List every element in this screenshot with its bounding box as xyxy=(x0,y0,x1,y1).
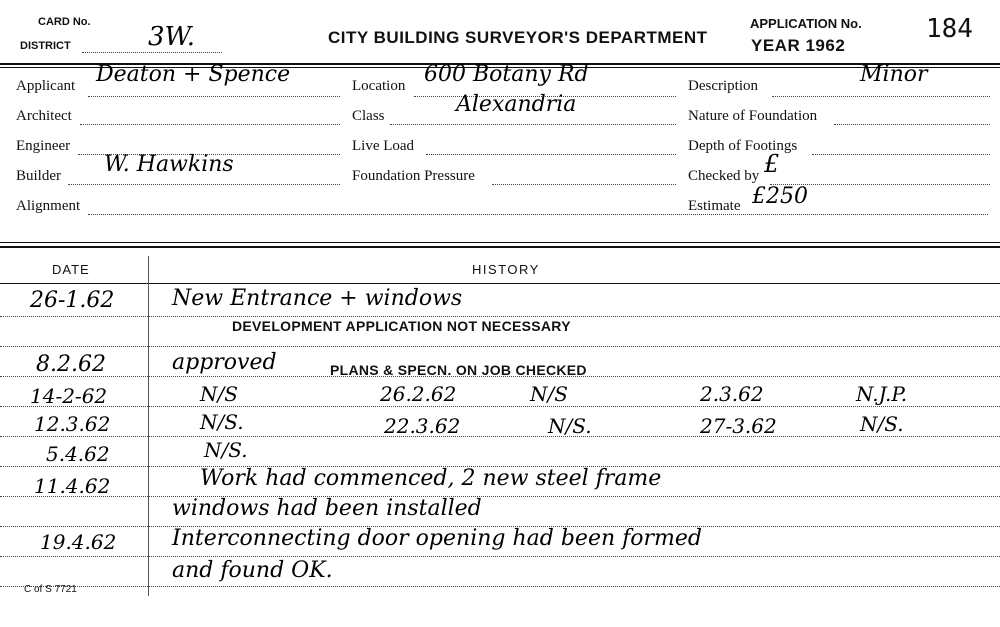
description-line xyxy=(772,96,990,97)
district-label: DISTRICT xyxy=(20,40,71,52)
class-label: Class xyxy=(352,108,385,124)
builder-value: W. Hawkins xyxy=(104,152,234,177)
date-column-header: DATE xyxy=(52,262,90,277)
history-date: 8.2.62 xyxy=(36,352,106,377)
date-column-separator xyxy=(148,256,149,596)
table-rule-top xyxy=(0,242,1000,243)
foundation-pressure-line xyxy=(492,184,676,185)
history-entry: Interconnecting door opening had been formed xyxy=(172,526,702,551)
application-no: 184 xyxy=(926,14,973,44)
row-line xyxy=(0,436,1000,437)
history-entry: 27-3.62 xyxy=(700,414,777,438)
estimate-value: £250 xyxy=(752,184,808,209)
history-entry: N/S. xyxy=(200,410,244,434)
history-entry: Work had commenced, 2 new steel frame xyxy=(200,466,662,491)
year-label: YEAR 1962 xyxy=(751,36,846,55)
depth-of-footings-label: Depth of Footings xyxy=(688,138,798,154)
row-line xyxy=(0,556,1000,557)
alignment-label: Alignment xyxy=(16,198,81,214)
table-header-rule xyxy=(0,283,1000,284)
depth-of-footings-line xyxy=(812,154,990,155)
history-entry: N.J.P. xyxy=(856,382,908,406)
history-date: 19.4.62 xyxy=(40,530,117,554)
architect-label: Architect xyxy=(16,108,72,124)
history-date: 14-2-62 xyxy=(30,384,108,408)
row-line xyxy=(0,346,1000,347)
district-line xyxy=(82,52,222,53)
district-value: 3W. xyxy=(148,22,195,52)
form-number: C of S 7721 xyxy=(24,584,77,595)
alignment-line xyxy=(88,214,988,215)
builder-label: Builder xyxy=(16,168,61,184)
history-date: 12.3.62 xyxy=(34,412,111,436)
description-value: Minor xyxy=(860,62,928,87)
class-value: Alexandria xyxy=(456,92,577,117)
history-entry: approved xyxy=(172,350,277,375)
history-stamp: PLANS & SPECN. ON JOB CHECKED xyxy=(330,362,587,378)
live-load-line xyxy=(426,154,676,155)
history-entry: N/S. xyxy=(548,414,592,438)
history-entry: N/S. xyxy=(860,412,904,436)
row-line xyxy=(0,586,1000,587)
applicant-label: Applicant xyxy=(16,78,76,94)
architect-line xyxy=(80,124,340,125)
history-entry: N/S. xyxy=(204,438,248,462)
engineer-label: Engineer xyxy=(16,138,71,154)
nature-of-foundation-label: Nature of Foundation xyxy=(688,108,818,124)
history-entry: 2.3.62 xyxy=(700,382,764,406)
description-label: Description xyxy=(688,78,758,94)
row-line xyxy=(0,406,1000,407)
applicant-value: Deaton + Spence xyxy=(96,62,291,87)
estimate-label: Estimate xyxy=(688,198,741,214)
history-entry: N/S xyxy=(530,382,568,406)
foundation-pressure-label: Foundation Pressure xyxy=(352,168,475,184)
history-entry: windows had been installed xyxy=(172,496,482,521)
history-entry: New Entrance + windows xyxy=(172,286,463,311)
history-date: 11.4.62 xyxy=(34,474,111,498)
row-line xyxy=(0,316,1000,317)
applicant-line xyxy=(88,96,340,97)
table-rule-bottom xyxy=(0,246,1000,248)
application-no-label: APPLICATION No. xyxy=(750,16,862,31)
history-entry: 22.3.62 xyxy=(384,414,461,438)
history-column-header: HISTORY xyxy=(472,262,540,277)
history-entry: and found OK. xyxy=(172,558,333,583)
row-line xyxy=(0,496,1000,497)
history-date: 5.4.62 xyxy=(46,442,110,466)
checked-by-value: £ xyxy=(764,150,780,178)
checked-by-label: Checked by xyxy=(688,168,760,184)
location-value: 600 Botany Rd xyxy=(424,62,589,87)
department-title: CITY BUILDING SURVEYOR'S DEPARTMENT xyxy=(328,28,708,47)
history-entry: N/S xyxy=(200,382,238,406)
history-date: 26-1.62 xyxy=(30,288,115,313)
live-load-label: Live Load xyxy=(352,138,415,154)
builder-line xyxy=(68,184,340,185)
card-no-label: CARD No. xyxy=(38,16,91,28)
location-label: Location xyxy=(352,78,406,94)
history-entry: 26.2.62 xyxy=(380,382,457,406)
class-line xyxy=(390,124,676,125)
nature-of-foundation-line xyxy=(834,124,990,125)
history-stamp: DEVELOPMENT APPLICATION NOT NECESSARY xyxy=(232,318,571,334)
